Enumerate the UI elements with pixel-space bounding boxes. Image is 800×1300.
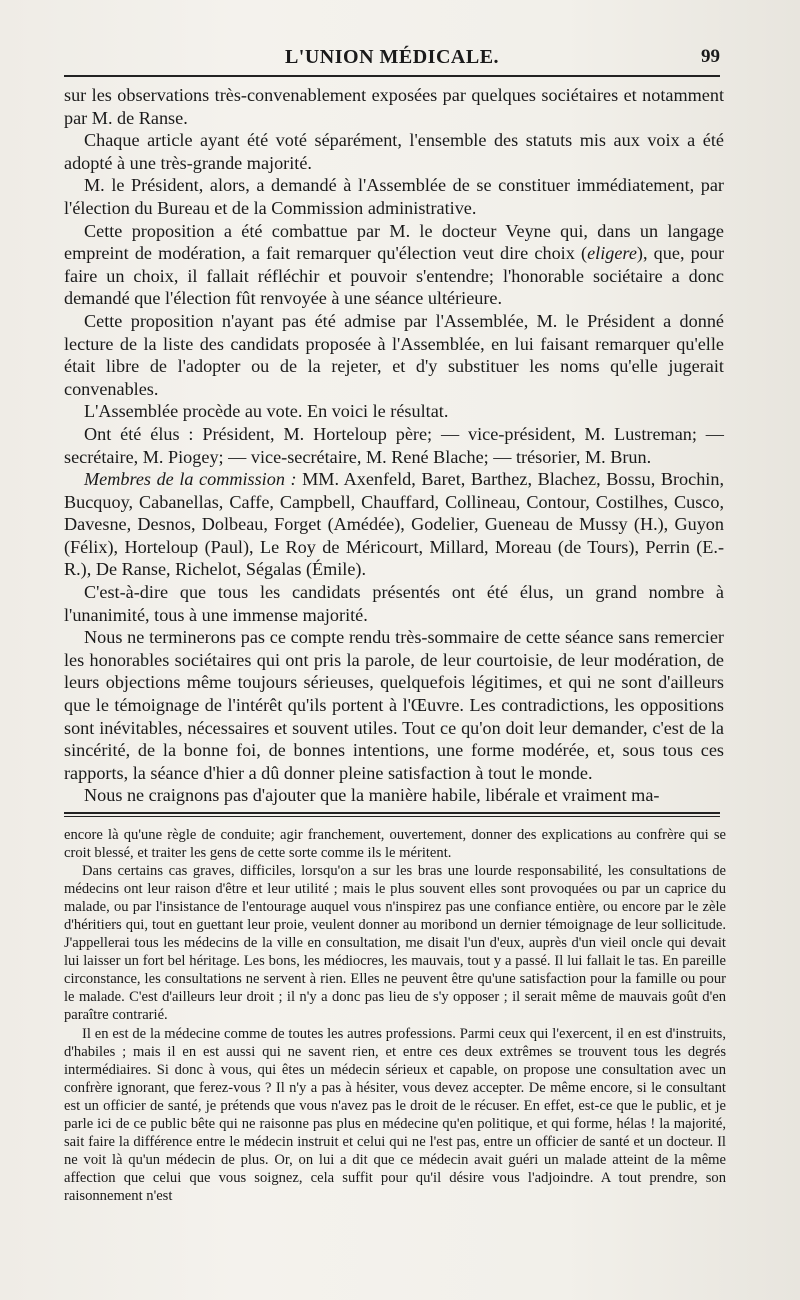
footnote-paragraph: Dans certains cas graves, difficiles, lorsqu'on a sur les bras une lourde responsabilité, les consultations de médecins ont leur raison d'être et leur utilité ; mais le plus souvent elles sont provoquées ou par un caprice du malade, ou par l'insistance de l'entourage auquel vous n'inspirez pas une confiance entière, ou encore par le zèle d'héritiers qui, tout en guettant leur proie, veulent donner au moribond un dernier témoignage de leur sollicitude. J'appellerai tous les médecins de la ville en consultation, me disait l'un d'eux, auprès d'un vieil oncle qui devait lui laisser un fort bel héritage. Les bons, les médiocres, les mauvais, tout y a passé. Il lui fallait le tas. En pareille circonstance, les consultations ne servent à rien. Elles ne peuvent être qu'une satisfaction pour la famille ou pour le malade. C'est d'ailleurs leur droit ; il n'y a donc pas lieu de s'y opposer ; il serait même de mauvais goût d'en paraître contrarié.: [64, 863, 726, 1024]
footnote-separator: [64, 812, 720, 817]
running-title: L'UNION MÉDICALE.: [284, 46, 500, 68]
italic-phrase: Membres de la commission :: [84, 469, 297, 490]
page-header: [64, 44, 720, 72]
footnote-text: [64, 826, 726, 1205]
page-number: 99: [701, 46, 720, 67]
paragraph: Chaque article ayant été voté séparément, l'ensemble des statuts mis aux voix a été adopté à une très-grande majorité.: [64, 130, 724, 173]
paragraph: L'Assemblée procède au vote. En voici le résultat.: [84, 401, 449, 422]
commission-paragraph: Membres de la commission : MM. Axenfeld, Baret, Barthez, Blachez, Bossu, Brochin, Bucquoy, Cabanellas, Caffe, Campbell, Chauffard, Collineau, Contour, Costilhes, Cusco, Davesne, Desnos, Dolbeau, Forget (Amédée), Godelier, Gueneau de Mussy (H.), Guyon (Félix), Horteloup (Paul), Le Roy de Méricourt, Millard, Moreau (de Tours), Perrin (E.-R.), De Ranse, Richelot, Ségalas (Émile).: [64, 469, 724, 580]
paragraph: sur les observations très-convenablement exposées par quelques sociétaires et notamment par M. de Ranse.: [64, 85, 724, 128]
paragraph: Cette proposition a été combattue par M. le docteur Veyne qui, dans un langage empreint de modération, a fait remarquer qu'élection veut dire choix (eligere), que, pour faire un choix, il fallait réfléchir et pouvoir s'entendre; l'honorable sociétaire a donc demandé que l'élection fût renvoyée à une séance ultérieure.: [64, 220, 725, 309]
paragraph: M. le Président, alors, a demandé à l'Assemblée de se constituer immédiatement, par l'élection du Bureau et de la Commission administrative.: [64, 175, 724, 218]
paragraph: Cette proposition n'ayant pas été admise par l'Assemblée, M. le Président a donné lecture de la liste des candidats proposée à l'Assemblée, en lui faisant remarquer qu'elle était libre de l'adopter ou de la rejeter, et d'y substituer les noms qu'elle jugerait convenables.: [64, 310, 724, 399]
paragraph: Nous ne craignons pas d'ajouter que la manière habile, libérale et vraiment ma-: [84, 785, 660, 806]
italic-phrase: eligere: [587, 243, 637, 264]
paragraph: Nous ne terminerons pas ce compte rendu très-sommaire de cette séance sans remercier les honorables sociétaires qui ont pris la parole, de leur courtoisie, de leur modération, de leurs objections même toujours sérieuses, quelquefois légitimes, et qui ne sont d'ailleurs que le témoignage de l'intérêt qu'ils portent à l'Œuvre. Les contradictions, les oppositions sont inévitables, nécessaires et souvent utiles. Tout ce qu'on doit leur demander, c'est de la sincérité, de la bonne foi, de bonnes intentions, une forme modérée, et, sous tous ces rapports, la séance d'hier a dû donner pleine satisfaction à tout le monde.: [64, 627, 724, 783]
header-rule: [64, 75, 720, 77]
footnote-paragraph: Il en est de la médecine comme de toutes les autres professions. Parmi ceux qui l'exercent, il en est d'instruits, d'habiles ; mais il en est aussi qui ne savent rien, et entre ces deux extrêmes se trouvent tous les degrés intermédiaires. Si donc à vous, qui êtes un médecin sérieux et capable, on propose une consultation avec un confrère ignorant, que ferez-vous ? Il n'y a pas à hésiter, vous devez accepter. De même encore, si le consultant est un officier de santé, je prétends que vous n'avez pas le droit de le récuser. En effet, est-ce que le public, et je parle ici de ce public bête qui ne raisonne pas plus en médecine qu'en politique, et qui forme, hélas ! la majorité, sait faire la différence entre le médecin instruit et celui qui ne l'est pas, entre un officier de santé et un docteur. Il ne voit là qu'un médecin de plus. Or, on lui a dit que ce médecin avait guéri un malade atteint de la même affection que celui que vous soignez, cela suffit pour qu'il désire vous l'adjoindre. A tout prendre, son raisonnement n'est: [64, 1025, 726, 1204]
footnote-paragraph: encore là qu'une règle de conduite; agir franchement, ouvertement, donner des explications au confrère qui se croit blessé, et traiter les gens de cette sorte comme ils le méritent.: [64, 827, 726, 862]
main-text: [64, 84, 724, 807]
paragraph: C'est-à-dire que tous les candidats présentés ont été élus, un grand nombre à l'unanimité, tous à une immense majorité.: [64, 582, 724, 625]
paragraph: Ont été élus : Président, M. Horteloup père; — vice-président, M. Lustreman; — secrétaire, M. Piogey; — vice-secrétaire, M. René Blache; — trésorier, M. Brun.: [64, 423, 724, 467]
